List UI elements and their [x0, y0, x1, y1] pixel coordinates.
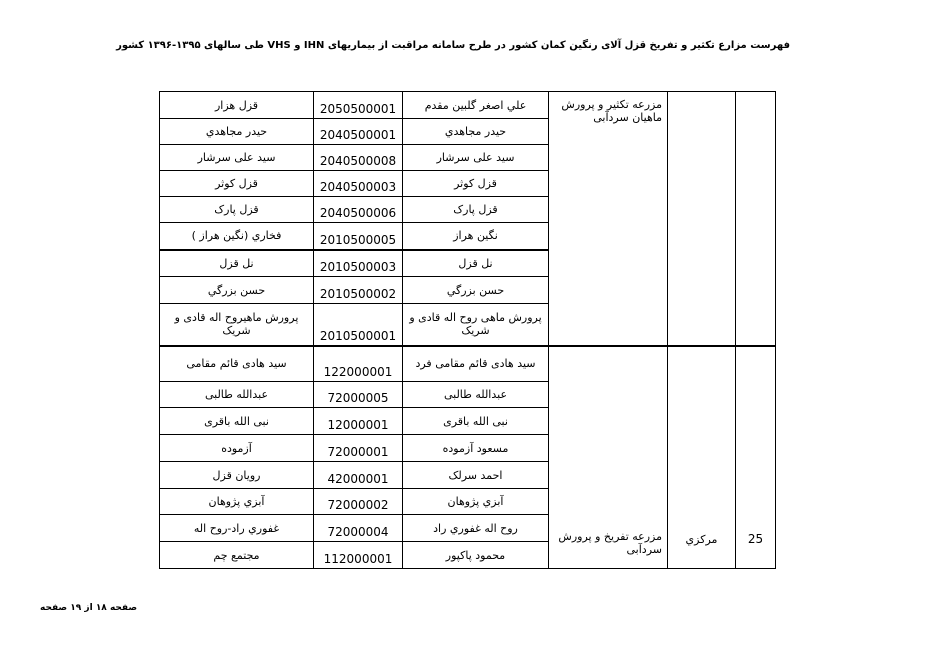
farm-name-cell: عبدالله طالبی [160, 382, 314, 408]
row-number-cell [736, 92, 776, 346]
owner-cell: نگين هراز [403, 223, 549, 250]
code-cell: 72000005 [314, 382, 403, 408]
farm-name-cell: نبی الله باقری [160, 408, 314, 435]
code-cell: 2050500001 [314, 92, 403, 119]
farm-name-cell: غفوري راد-روح اله [160, 515, 314, 542]
table-row [160, 92, 776, 119]
code-cell: 72000002 [314, 489, 403, 515]
owner-cell: قزل کوثر [403, 171, 549, 197]
code-cell: 42000001 [314, 462, 403, 489]
code-cell: 122000001 [314, 346, 403, 382]
farm-type-cell: مزرعه تفريخ و پرورش سردآبی [549, 346, 668, 569]
farm-name-cell: حسن بزرگي [160, 277, 314, 304]
code-cell: 2010500002 [314, 277, 403, 304]
farm-name-cell: پرورش ماهيروح اله قادی و شريک [160, 304, 314, 346]
owner-cell: روح اله غفوري راد [403, 515, 549, 542]
code-cell: 2040500001 [314, 119, 403, 145]
code-cell: 2010500005 [314, 223, 403, 250]
farms-table-wrapper [159, 91, 775, 569]
code-cell: 72000001 [314, 435, 403, 462]
province-cell: مرکزي [668, 346, 736, 569]
farm-name-cell: رويان قزل [160, 462, 314, 489]
code-cell: 2040500006 [314, 197, 403, 223]
page-title: فهرست مزارع تکثیر و تفریخ قزل آلای رنگین کمان کشور در طرح سامانه مراقبت از بیماریهای IHN و VHS طی سالهای ۱۳۹۵-۱۳۹۶ کشور [116, 40, 790, 51]
farm-name-cell: حيدر مجاهدي [160, 119, 314, 145]
owner-cell: عبدالله طالبی [403, 382, 549, 408]
farm-name-cell: آبزي پژوهان [160, 489, 314, 515]
owner-cell: آبزي پژوهان [403, 489, 549, 515]
province-cell [668, 92, 736, 346]
owner-cell: قزل پارک [403, 197, 549, 223]
farm-name-cell: مجتمع چم [160, 542, 314, 569]
farm-name-cell: نل قزل [160, 250, 314, 277]
farm-name-cell: قزل کوثر [160, 171, 314, 197]
owner-cell: نبی الله باقری [403, 408, 549, 435]
farm-name-cell: قزل پارک [160, 197, 314, 223]
owner-cell: حيدر مجاهدي [403, 119, 549, 145]
owner-cell: پرورش ماهی روح اله قادی و شريک [403, 304, 549, 346]
table-row [160, 346, 776, 382]
owner-cell: سيد علی سرشار [403, 145, 549, 171]
farm-name-cell: قزل هزار [160, 92, 314, 119]
farm-type-cell: مزرعه تکثیر و پرورش ماهیان سردآبی [549, 92, 668, 346]
farm-name-cell: آزموده [160, 435, 314, 462]
row-number-cell: 25 [736, 346, 776, 569]
farm-name-cell: سيد علی سرشار [160, 145, 314, 171]
code-cell: 2010500001 [314, 304, 403, 346]
owner-cell: نل قزل [403, 250, 549, 277]
owner-cell: محمود پاکپور [403, 542, 549, 569]
owner-cell: علي اصغر گلبين مقدم [403, 92, 549, 119]
code-cell: 112000001 [314, 542, 403, 569]
code-cell: 2010500003 [314, 250, 403, 277]
owner-cell: مسعود آزموده [403, 435, 549, 462]
owner-cell: حسن بزرگي [403, 277, 549, 304]
farm-name-cell: فخاري (نگين هراز ) [160, 223, 314, 250]
code-cell: 12000001 [314, 408, 403, 435]
owner-cell: احمد سرلک [403, 462, 549, 489]
code-cell: 2040500008 [314, 145, 403, 171]
farms-table [159, 91, 776, 569]
code-cell: 2040500003 [314, 171, 403, 197]
code-cell: 72000004 [314, 515, 403, 542]
farm-name-cell: سيد هادی قائم مقامی [160, 346, 314, 382]
page-footer: صفحه ۱۸ از ۱۹ صفحه [40, 603, 138, 613]
owner-cell: سيد هادی قائم مقامی فرد [403, 346, 549, 382]
